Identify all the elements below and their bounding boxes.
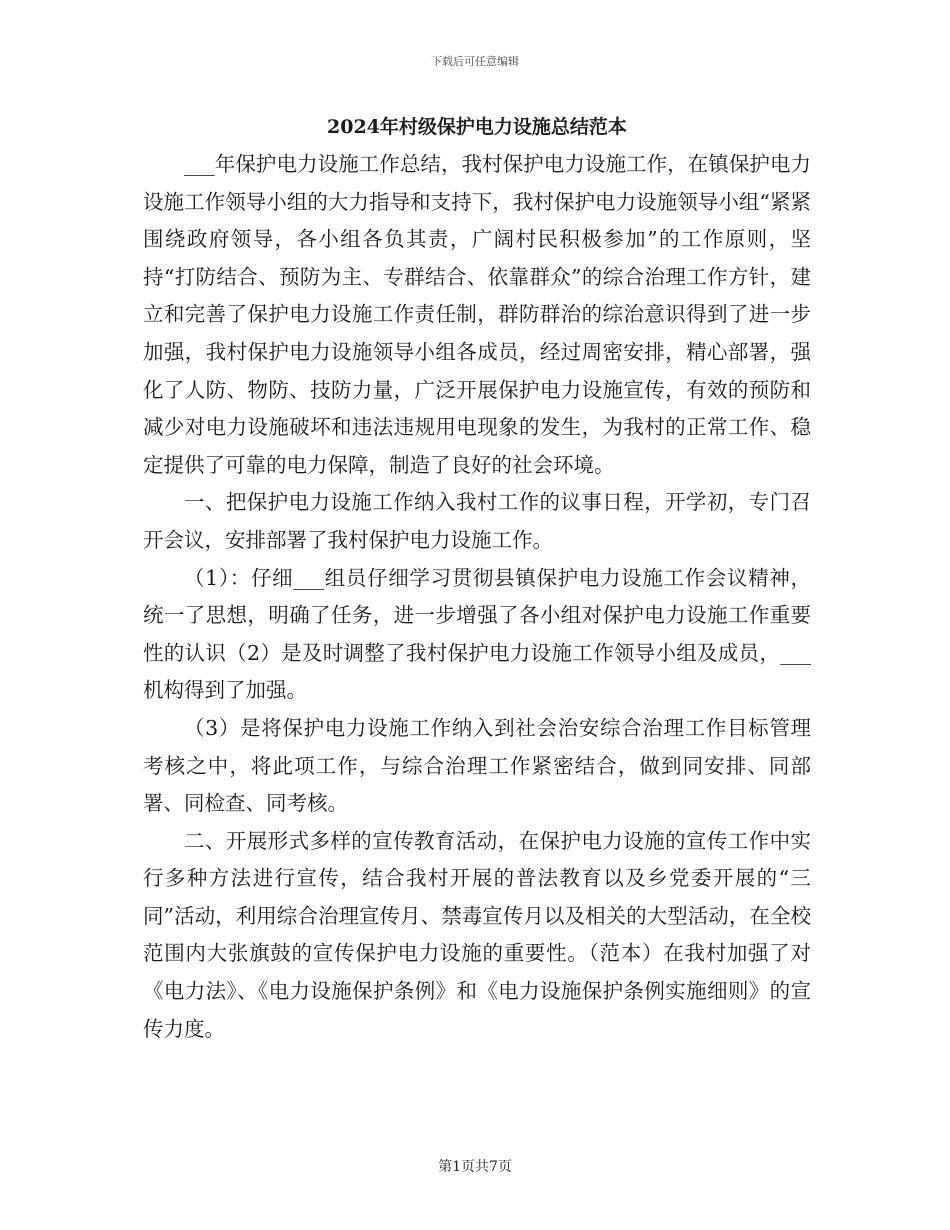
paragraph-section-1: 一、把保护电力设施工作纳入我村工作的议事日程，开学初，专门召开会议，安排部署了我村保护电力设施工作。 — [143, 490, 811, 552]
document-body — [143, 112, 811, 1048]
paragraph-item-1-2: （1）：仔细___组员仔细学习贯彻县镇保护电力设施工作会议精神，统一了思想，明确了任务，进一步增强了各小组对保护电力设施工作重要性的认识（2）是及时调整了我村保护电力设施工作领导小组及成员，___机构得到了加强。 — [143, 565, 811, 703]
paragraph-section-2: 二、开展形式多样的宣传教育活动，在保护电力设施的宣传工作中实行多种方法进行宣传，结合我村开展的普法教育以及乡党委开展的“三同”活动，利用综合治理宣传月、禁毒宣传月以及相关的大型活动，在全校范围内大张旗鼓的宣传保护电力设施的重要性。（范本）在我村加强了对《电力法》、《电力设施保护条例》和《电力设施保护条例实施细则》的宣传力度。 — [143, 828, 811, 1041]
paragraph-item-3: （3）是将保护电力设施工作纳入到社会治安综合治理工作目标管理考核之中，将此项工作，与综合治理工作紧密结合，做到同安排、同部署、同检查、同考核。 — [143, 715, 811, 816]
page-number: 第1页共7页 — [438, 1159, 512, 1175]
page-header-note: 下载后可任意编辑 — [431, 55, 519, 68]
document-title: 2024年村级保护电力设施总结范本 — [327, 116, 627, 138]
paragraph-intro: ___年保护电力设施工作总结，我村保护电力设施工作，在镇保护电力设施工作领导小组的大力指导和支持下，我村保护电力设施领导小组“紧紧围绕政府领导，各小组各负其责，广阔村民积极参加”的工作原则，坚持“打防结合、预防为主、专群结合、依靠群众”的综合治理工作方针，建立和完善了保护电力设施工作责任制，群防群治的综治意识得到了进一步加强，我村保护电力设施领导小组各成员，经过周密安排，精心部署，强化了人防、物防、技防力量，广泛开展保护电力设施宣传，有效的预防和减少对电力设施破坏和违法违规用电现象的发生，为我村的正常工作、稳定提供了可靠的电力保障，制造了良好的社会环境。 — [143, 152, 811, 477]
